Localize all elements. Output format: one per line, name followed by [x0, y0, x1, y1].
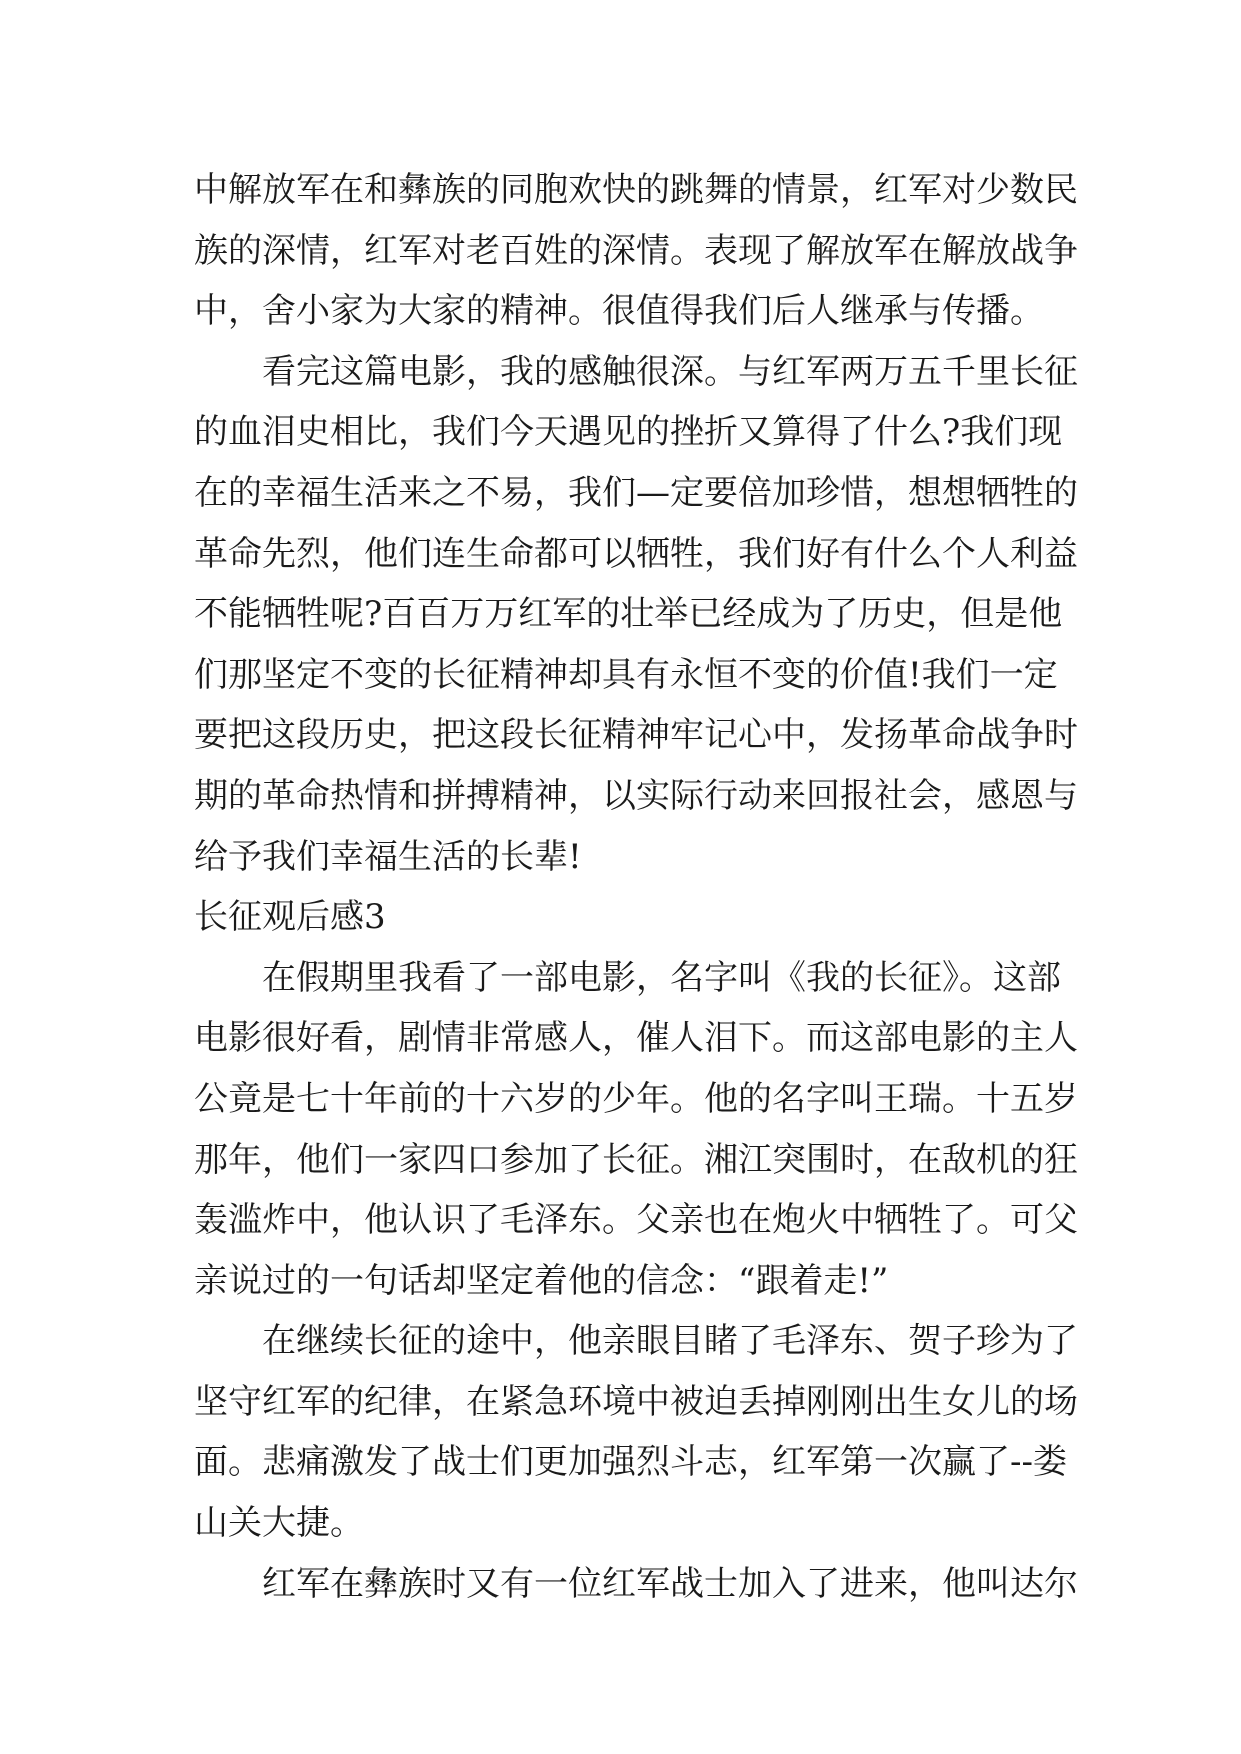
text-line: 要把这段历史，把这段长征精神牢记心中，发扬革命战争时: [194, 715, 1078, 756]
text-line: 在继续长征的途中，他亲眼目睹了毛泽东、贺子珍为了: [262, 1321, 1078, 1362]
text-line: 在假期里我看了一部电影，名字叫《我的长征》。这部: [262, 957, 1061, 998]
text-line: 中解放军在和彝族的同胞欢快的跳舞的情景，红军对少数民: [194, 170, 1078, 210]
text-line: 看完这篇电影，我的感触很深。与红军两万五千里长征: [262, 351, 1078, 392]
text-line: 们那坚定不变的长征精神却具有永恒不变的价值!我们一定: [194, 654, 1058, 695]
text-line: 期的革命热情和拼搏精神，以实际行动来回报社会，感恩与: [194, 775, 1078, 816]
section-heading: 长征观后感3: [194, 897, 386, 938]
text-line: 中，舍小家为大家的精神。很值得我们后人继承与传播。: [194, 291, 1044, 332]
text-line: 轰滥炸中，他认识了毛泽东。父亲也在炮火中牺牲了。可父: [194, 1200, 1078, 1241]
text-line: 山关大捷。: [194, 1503, 364, 1544]
text-line: 公竟是七十年前的十六岁的少年。他的名字叫王瑞。十五岁: [194, 1078, 1078, 1119]
text-line: 族的深情，红军对老百姓的深情。表现了解放军在解放战争: [194, 230, 1078, 271]
text-line: 的血泪史相比，我们今天遇见的挫折又算得了什么?我们现: [194, 412, 1063, 453]
text-line: 电影很好看，剧情非常感人，催人泪下。而这部电影的主人: [194, 1018, 1078, 1059]
text-line: 红军在彝族时又有一位红军战士加入了进来，他叫达尔: [262, 1563, 1078, 1604]
text-line: 亲说过的一句话却坚定着他的信念：“跟着走!”: [194, 1260, 889, 1301]
text-line: 面。悲痛激发了战士们更加强烈斗志，红军第一次赢了--娄: [194, 1442, 1067, 1483]
text-line: 在的幸福生活来之不易，我们—定要倍加珍惜，想想牺牲的: [194, 472, 1078, 513]
text-line: 给予我们幸福生活的长辈!: [194, 836, 582, 877]
text-line: 不能牺牲呢?百百万万红军的壮举已经成为了历史，但是他: [194, 594, 1063, 635]
text-line: 革命先烈，他们连生命都可以牺牲，我们好有什么个人利益: [194, 533, 1078, 574]
text-line: 那年，他们一家四口参加了长征。湘江突围时，在敌机的狂: [194, 1139, 1078, 1180]
text-line: 坚守红军的纪律，在紧急环境中被迫丢掉刚刚出生女儿的场: [194, 1381, 1078, 1422]
document-body: [194, 160, 1078, 1614]
